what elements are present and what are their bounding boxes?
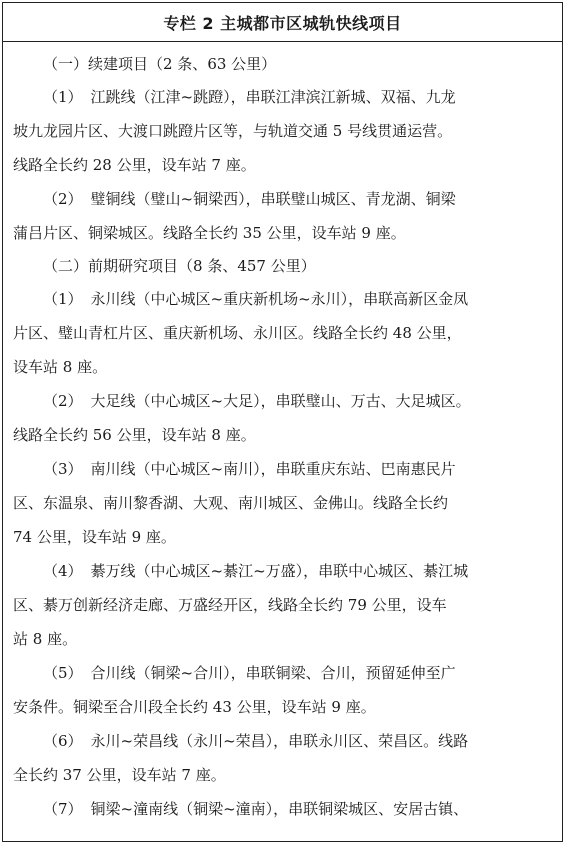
project-text-line [13,792,554,826]
project-text-line [13,486,554,520]
project-text-line [13,758,554,792]
project-text-line [13,418,554,452]
project-item [13,656,554,724]
box-title: 专栏 2 主城都市区城轨快线项目 [3,3,562,42]
project-text-line [13,316,554,350]
box-content [3,42,562,826]
project-text-line [13,690,554,724]
line-text: 江跳线（江津~跳蹬），串联江津滨江新城、双福、九龙 [90,88,456,106]
project-text-line [13,588,554,622]
line-text: 永川~荣昌线（永川~荣昌），串联永川区、荣昌区。线路 [90,732,469,750]
line-text: 线路全长约 56 公里，设车站 8 座。 [13,426,256,444]
project-item [13,282,554,384]
project-item [13,384,554,452]
item-number: （2） [43,392,83,410]
item-number: （3） [43,460,83,478]
line-text: 合川线（铜梁~合川），串联铜梁、合川，预留延伸至广 [90,664,456,682]
line-text: 蒲吕片区、铜梁城区。线路全长约 35 公里，设车站 9 座。 [13,224,406,242]
project-item [13,792,554,826]
project-text-line [13,216,554,250]
project-text-line [13,724,554,758]
project-item [13,554,554,656]
project-text-line [13,554,554,588]
project-text-line [13,80,554,114]
line-text: 全长约 37 公里，设车站 7 座。 [13,766,226,784]
line-text: 区、綦万创新经济走廊、万盛经开区，线路全长约 79 公里，设车 [13,596,447,614]
line-text: 綦万线（中心城区~綦江~万盛），串联中心城区、綦江城 [90,562,469,580]
project-text-line [13,114,554,148]
project-text-line [13,452,554,486]
item-number: （2） [43,190,83,208]
project-text-line [13,282,554,316]
line-text: 璧铜线（璧山~铜梁西），串联璧山城区、青龙湖、铜梁 [90,190,456,208]
project-text-line [13,520,554,554]
line-text: 线路全长约 28 公里，设车站 7 座。 [13,156,256,174]
item-number: （7） [43,800,83,818]
item-number: （1） [43,290,83,308]
project-item [13,724,554,792]
project-text-line [13,384,554,418]
line-text: 铜梁~潼南线（铜梁~潼南），串联铜梁城区、安居古镇、 [90,800,469,818]
line-text: 区、东温泉、南川黎香湖、大观、南川城区、金佛山。线路全长约 [13,494,449,512]
line-text: 片区、璧山青杠片区、重庆新机场、永川区。线路全长约 48 公里， [13,324,462,342]
line-text: 设车站 8 座。 [13,358,108,376]
project-text-line [13,148,554,182]
item-number: （6） [43,732,83,750]
line-text: 大足线（中心城区~大足），串联璧山、万古、大足城区。 [90,392,471,410]
project-text-line [13,656,554,690]
line-text: 永川线（中心城区~重庆新机场~永川），串联高新区金凤 [90,290,469,308]
project-text-line [13,350,554,384]
project-item [13,182,554,250]
item-number: （1） [43,88,83,106]
line-text: 安条件。铜梁至合川段全长约 43 公里，设车站 9 座。 [13,698,376,716]
line-text: 74 公里，设车站 9 座。 [13,528,176,546]
project-text-line [13,182,554,216]
item-number: （5） [43,664,83,682]
section-heading: （一）续建项目（2 条、63 公里） [43,55,277,73]
line-text: 坡九龙园片区、大渡口跳蹬片区等，与轨道交通 5 号线贯通运营。 [13,122,453,140]
project-item [13,452,554,554]
line-text: 南川线（中心城区~南川），串联重庆东站、巴南惠民片 [90,460,456,478]
line-text: 站 8 座。 [13,630,78,648]
project-text-line [13,622,554,656]
section-heading: （二）前期研究项目（8 条、457 公里） [43,257,316,275]
project-box [2,2,563,842]
project-item [13,80,554,182]
item-number: （4） [43,562,83,580]
